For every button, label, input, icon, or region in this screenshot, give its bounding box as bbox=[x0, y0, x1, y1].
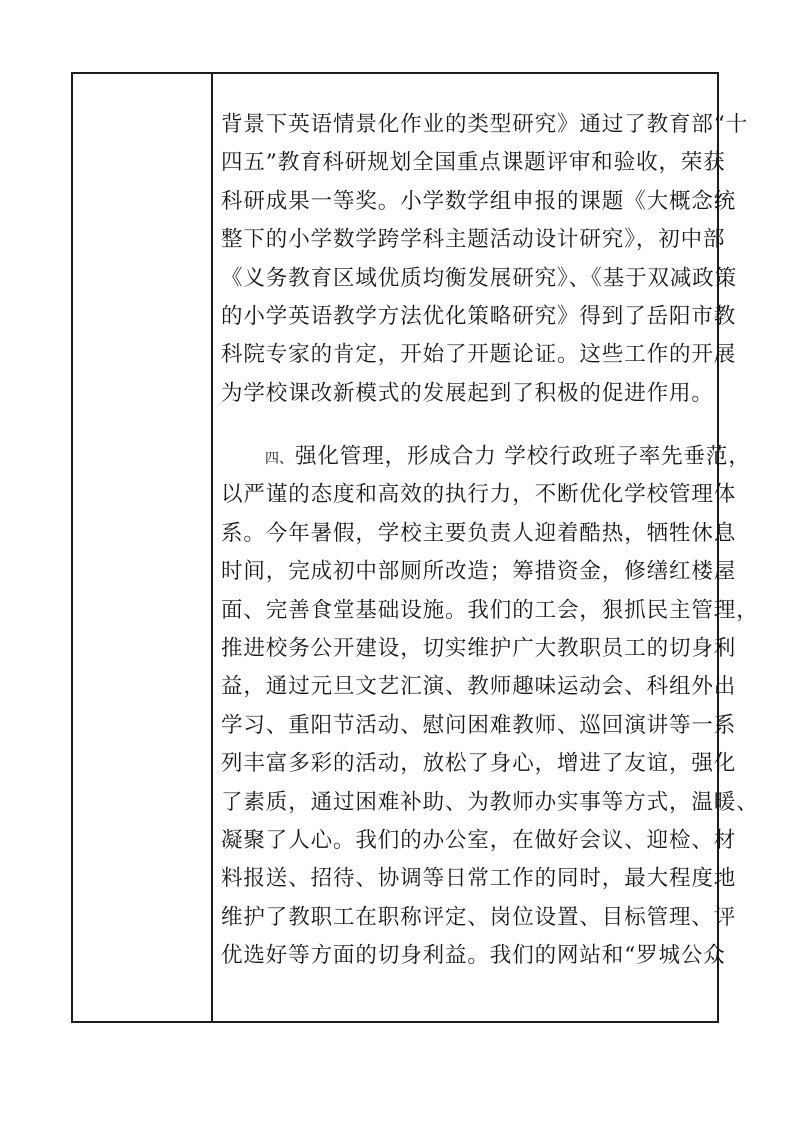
text-line: 为学校课改新模式的发展起到了积极的促进作用。 bbox=[221, 380, 714, 406]
text-line: 维护了教职工在职称评定、岗位设置、目标管理、评 bbox=[221, 904, 737, 930]
text-line: 科研成果一等奖。小学数学组申报的课题《大概念统 bbox=[221, 188, 737, 214]
text-line: 了素质，通过困难补助、为教师办实事等方式，温暖、 bbox=[221, 789, 759, 815]
text-line: 料报送、招待、协调等日常工作的同时，最大程度地 bbox=[221, 866, 737, 892]
content-column bbox=[213, 74, 759, 1021]
form-table bbox=[71, 72, 759, 1023]
text-line: 学习、重阳节活动、慰问困难教师、巡回演讲等一系 bbox=[221, 712, 737, 738]
text-line: 科院专家的肯定，开始了开题论证。这些工作的开展 bbox=[221, 342, 737, 368]
management-section-paragraph bbox=[221, 438, 759, 975]
text-line: 的小学英语教学方法优化策略研究》得到了岳阳市教 bbox=[221, 303, 737, 329]
text-line: 益，通过元旦文艺汇演、教师趣味运动会、科组外出 bbox=[221, 674, 737, 700]
text-line: 时间，完成初中部厕所改造；筹措资金，修缮红楼屋 bbox=[221, 559, 737, 585]
research-achievements-paragraph bbox=[221, 106, 748, 413]
text-line: 列丰富多彩的活动，放松了身心，增进了友谊，强化 bbox=[221, 751, 737, 777]
text-line: 整下的小学数学跨学科主题活动设计研究》，初中部 bbox=[221, 227, 726, 253]
section-number: 四、 bbox=[265, 451, 293, 467]
text-line: 推进校务公开建设，切实维护广大教职员工的切身利 bbox=[221, 635, 737, 661]
text-line: 以严谨的态度和高效的执行力，不断优化学校管理体 bbox=[221, 482, 737, 508]
text-line: 凝聚了人心。我们的办公室，在做好会议、迎检、材 bbox=[221, 827, 737, 853]
text-line: 面、完善食堂基础设施。我们的工会，狠抓民主管理， bbox=[221, 597, 759, 623]
label-column bbox=[73, 74, 213, 1021]
text-line: 四五”教育科研规划全国重点课题评审和验收，荣获 bbox=[221, 150, 726, 176]
text-line: 《义务教育区域优质均衡发展研究》、《基于双减政策 bbox=[221, 265, 738, 291]
text-line: 优选好等方面的切身利益。我们的网站和“罗城公众 bbox=[221, 943, 726, 969]
text-line: 系。今年暑假，学校主要负责人迎着酷热，牺牲休息 bbox=[221, 520, 737, 546]
section-heading-line bbox=[221, 438, 759, 476]
section-first-line: 强化管理，形成合力 学校行政班子率先垂范， bbox=[295, 444, 751, 469]
text-line: 背景下英语情景化作业的类型研究》通过了教育部“十 bbox=[221, 112, 749, 137]
